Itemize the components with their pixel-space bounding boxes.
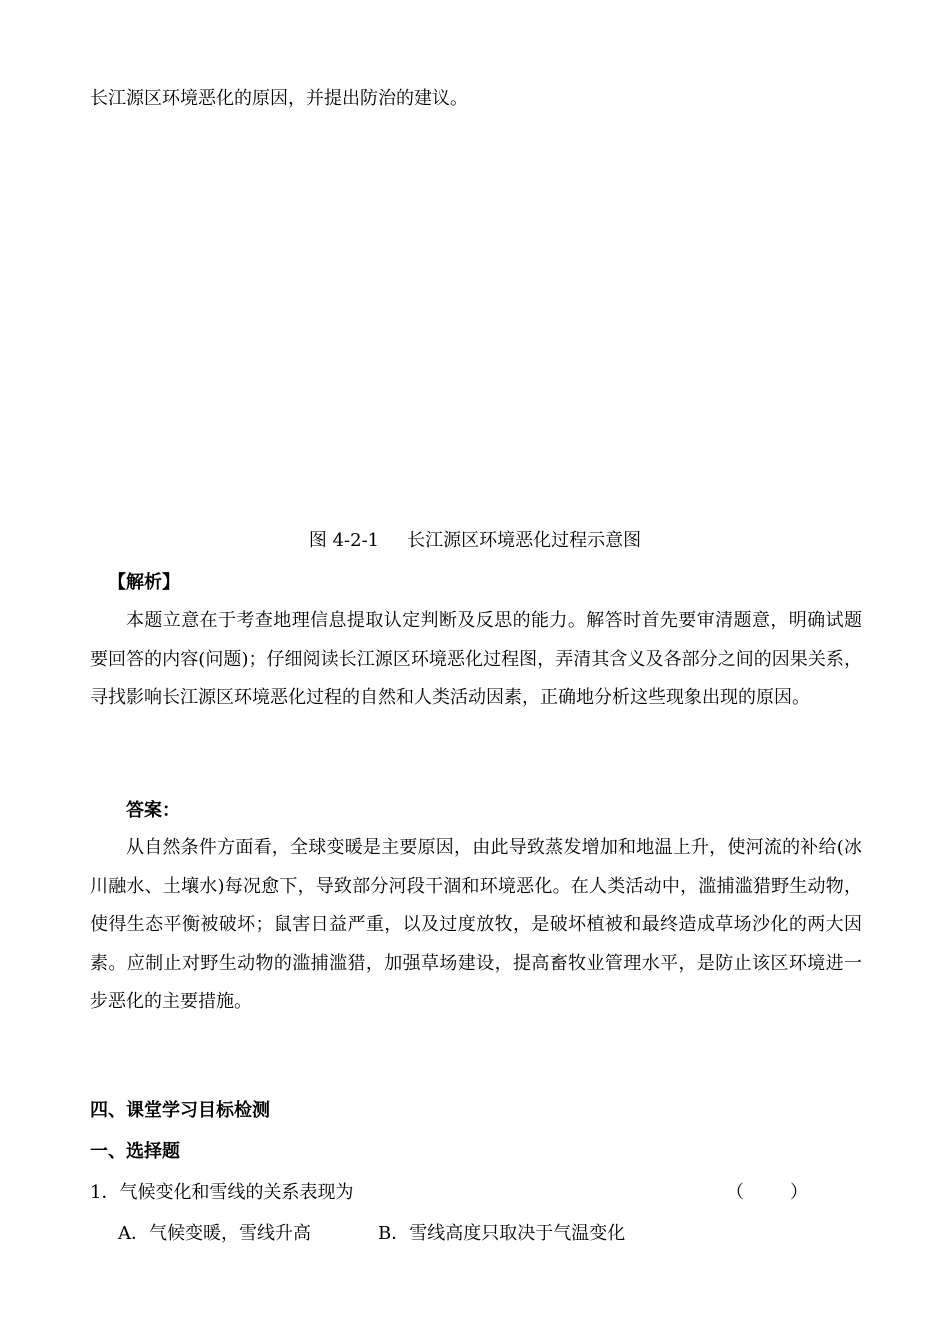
intro-line: 长江源区环境恶化的原因，并提出防治的建议。 (90, 88, 468, 109)
option-a: A．气候变暖，雪线升高 (118, 1223, 311, 1244)
answer-bracket (726, 1181, 808, 1205)
bracket-open: （ (726, 1182, 744, 1203)
answer-paragraph: 从自然条件方面看，全球变暖是主要原因，由此导致蒸发增加和地温上升，使河流的补给(冰川融水、土壤水)每况愈下，导致部分河段干涸和环境恶化。在人类活动中，滥捕滥猎野生动物，使得生态平衡被破坏；鼠害日益严重，以及过度放牧，是破坏植被和最终造成草场沙化的两大因素。应制止对野生动物的滥捕滥猎，加强草场建设，提高畜牧业管理水平，是防止该区环境进一步恶化的主要措施。 (90, 837, 862, 1012)
analysis-paragraph: 本题立意在于考查地理信息提取认定判断及反思的能力。解答时首先要审清题意，明确试题要回答的内容(问题)；仔细阅读长江源区环境恶化过程图，弄清其含义及各部分之间的因果关系，寻找影响长江源区环境恶化过程的自然和人类活动因素，正确地分析这些现象出现的原因。 (90, 610, 862, 708)
figure-title: 长江源区环境恶化过程示意图 (407, 530, 642, 551)
answer-heading: 答案： (126, 800, 180, 821)
figure-placeholder (90, 140, 862, 510)
bracket-close: ） (790, 1182, 808, 1203)
analysis-heading: 【解析】 (108, 572, 180, 593)
section-heading-four: 四、课堂学习目标检测 (90, 1100, 270, 1121)
question-1-stem: 1．气候变化和雪线的关系表现为 (90, 1182, 354, 1203)
option-b: B．雪线高度只取决于气温变化 (378, 1223, 626, 1244)
figure-number: 图 4-2-1 (308, 530, 380, 551)
figure-caption (0, 529, 950, 553)
section-heading-choice: 一、选择题 (90, 1141, 180, 1162)
